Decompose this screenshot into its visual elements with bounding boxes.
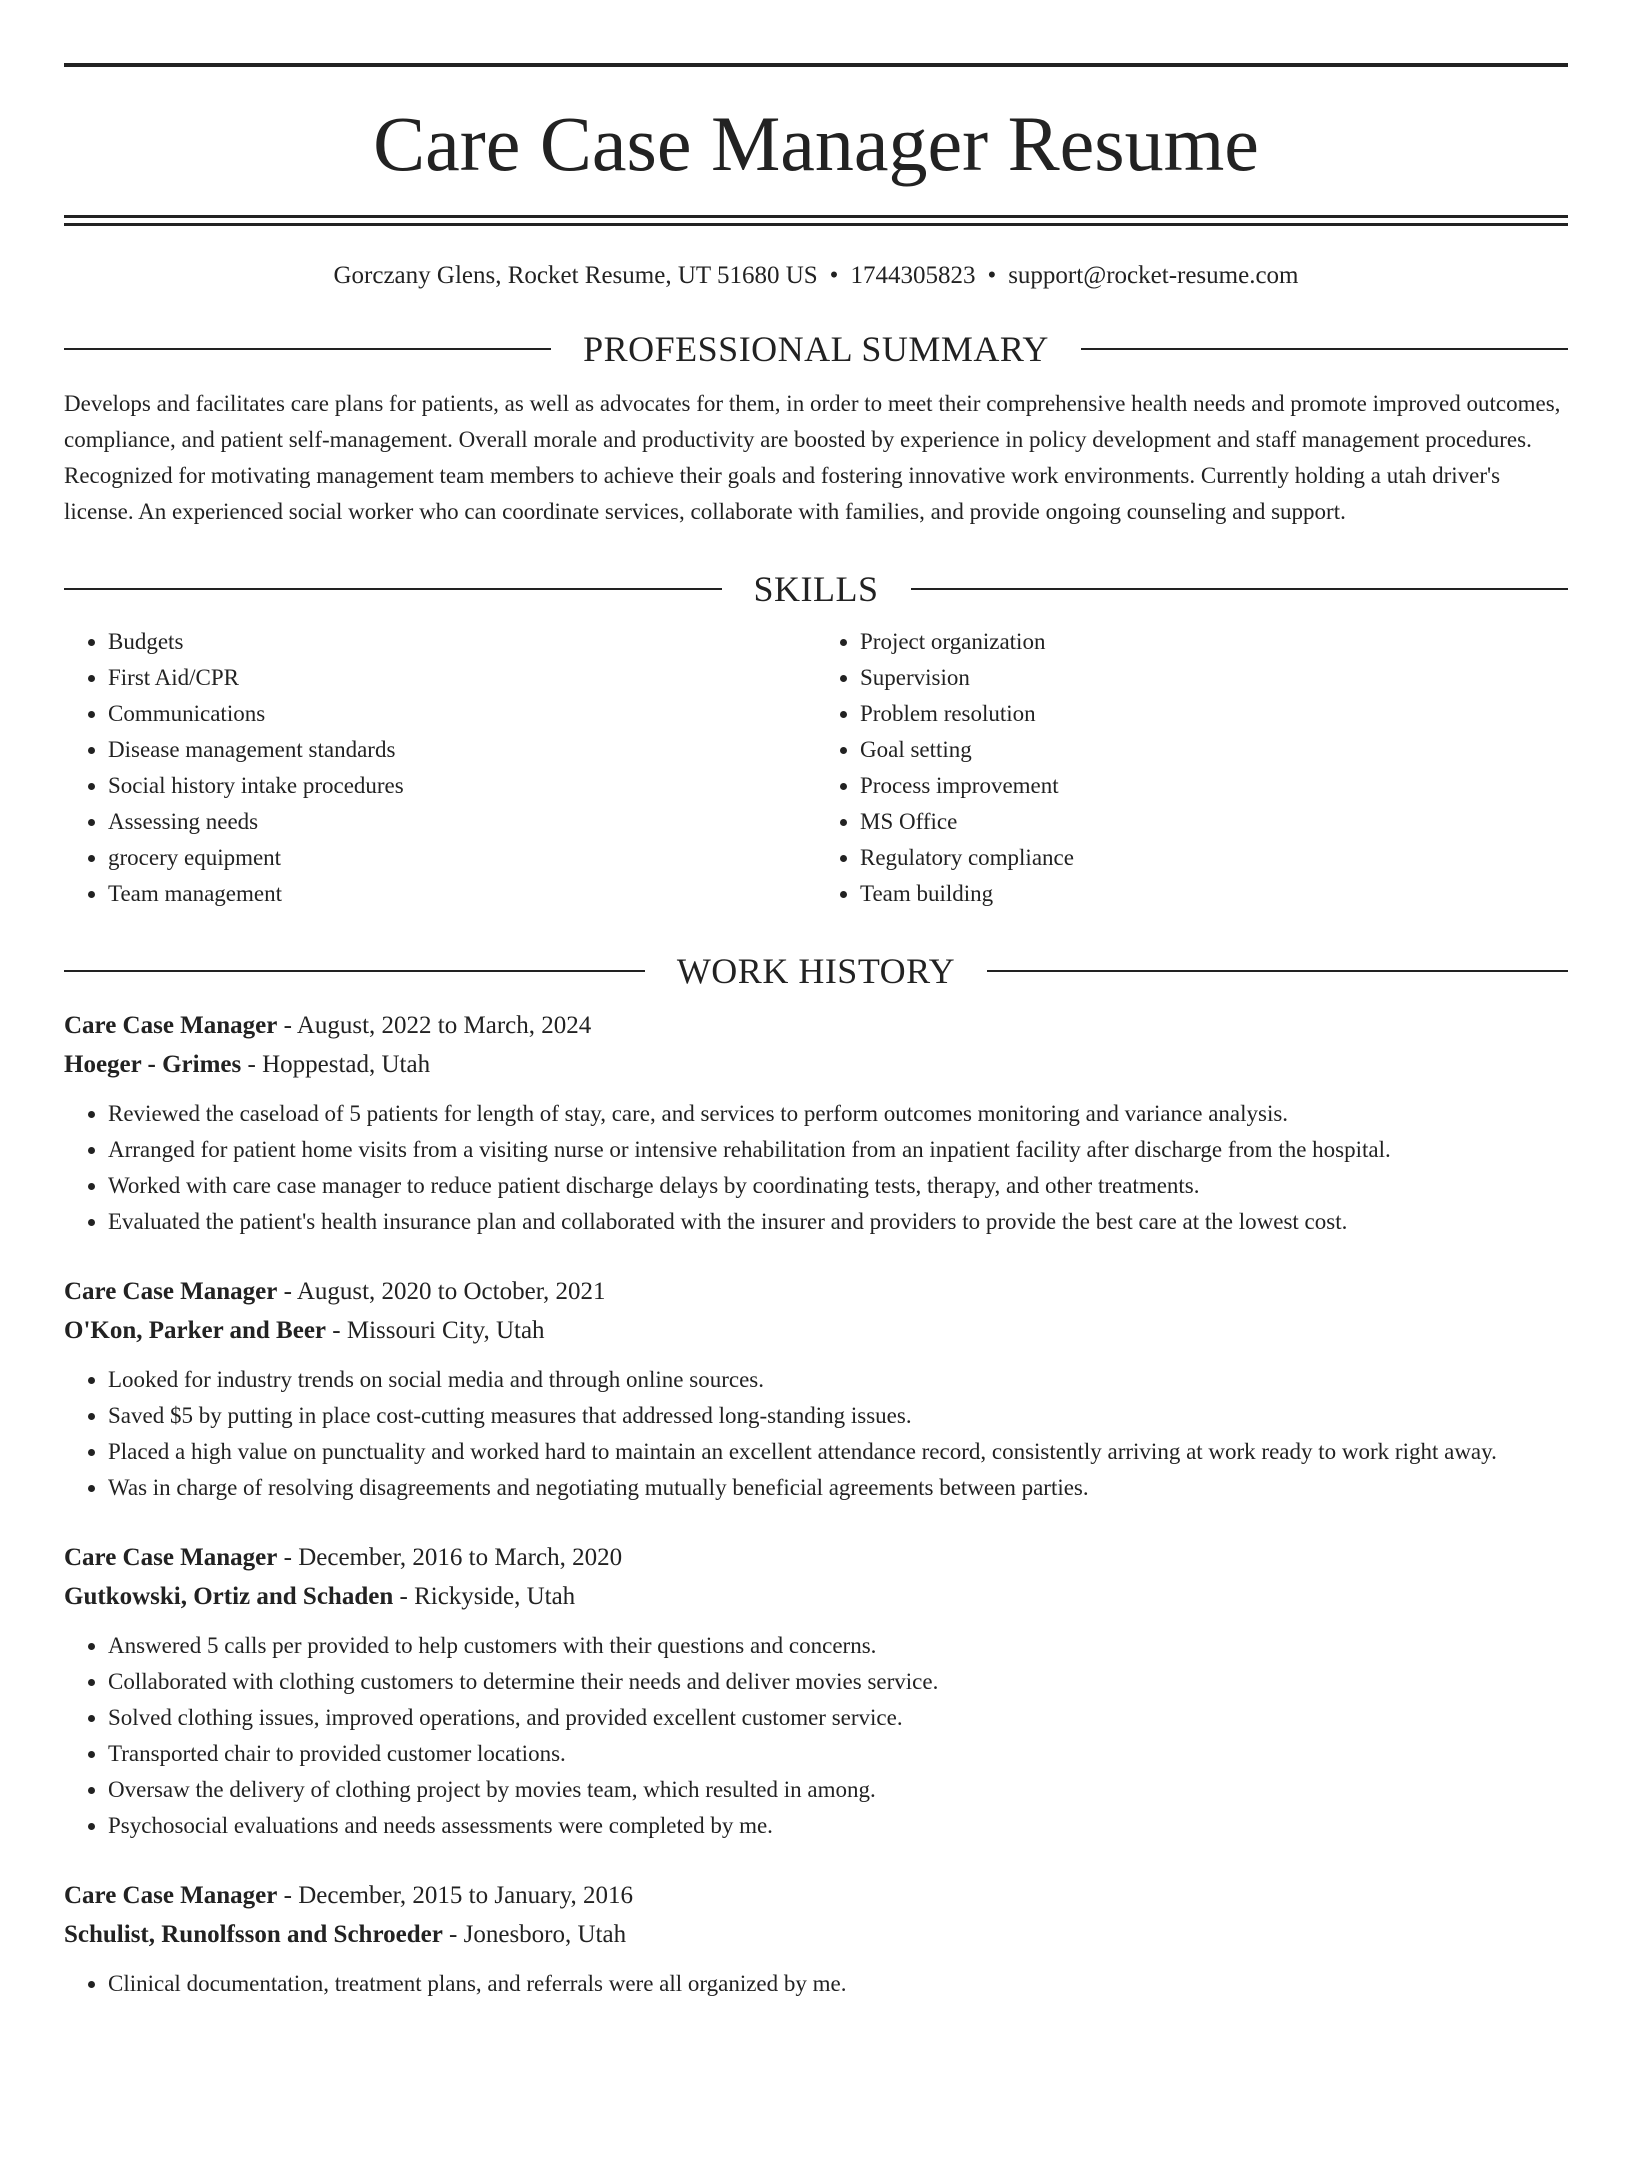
- skill-item: • Communications: [108, 696, 816, 732]
- job-employer-line: [64, 1577, 1568, 1616]
- job-employer: O'Kon, Parker and Beer: [64, 1317, 327, 1344]
- contact-phone: 1744305823: [850, 262, 976, 289]
- contact-line: [64, 262, 1568, 290]
- job-dates: - December, 2016 to March, 2020: [277, 1544, 623, 1571]
- job-bullet-item: • Saved $5 by putting in place cost-cutting measures that addressed long-standing issues.: [108, 1398, 1568, 1434]
- skills-right-list: [816, 624, 1568, 912]
- skills-left-list: [64, 624, 816, 912]
- skills-column-right: [816, 624, 1568, 912]
- page-title: Care Case Manager Resume: [373, 100, 1259, 187]
- skill-item: • Assessing needs: [108, 804, 816, 840]
- skill-item: • First Aid/CPR: [108, 660, 816, 696]
- skill-item: • Team management: [108, 876, 816, 912]
- job-employer: Gutkowski, Ortiz and Schaden: [64, 1583, 394, 1610]
- job-employer-line: [64, 1045, 1568, 1084]
- job-bullet-item: • Clinical documentation, treatment plans, and referrals were all organized by me.: [108, 1966, 1568, 2002]
- job-dates: - December, 2015 to January, 2016: [277, 1882, 633, 1909]
- job-bullet-item: • Placed a high value on punctuality and worked hard to maintain an excellent attendance record, consistently arriving at work ready to work right away.: [108, 1434, 1568, 1470]
- skills-heading: SKILLS: [753, 569, 879, 609]
- work-history-list: [64, 1006, 1568, 2002]
- job-title-line: [64, 1876, 1568, 1915]
- skill-item: • Project organization: [860, 624, 1568, 660]
- skills-list: [64, 624, 1568, 912]
- job-bullet-item: • Arranged for patient home visits from a visiting nurse or intensive rehabilitation from an inpatient facility after discharge from the hospital.: [108, 1132, 1568, 1168]
- job-bullet-item: • Worked with care case manager to reduce patient discharge delays by coordinating tests, therapy, and other treatments.: [108, 1168, 1568, 1204]
- skill-item: • MS Office: [860, 804, 1568, 840]
- contact-separator: •: [829, 262, 839, 289]
- job-entry: [64, 1006, 1568, 1240]
- job-title: Care Case Manager: [64, 1882, 278, 1909]
- job-title: Care Case Manager: [64, 1544, 278, 1571]
- heading-rule-right: [911, 588, 1569, 590]
- skill-item: • Supervision: [860, 660, 1568, 696]
- work-history-heading: WORK HISTORY: [676, 951, 956, 991]
- work-history-section-heading: [64, 950, 1568, 992]
- job-bullet-item: • Evaluated the patient's health insurance plan and collaborated with the insurer and providers to provide the best care at the lowest cost.: [108, 1204, 1568, 1240]
- job-employer: Schulist, Runolfsson and Schroeder: [64, 1921, 443, 1948]
- job-location: - Hoppestad, Utah: [241, 1051, 431, 1078]
- job-bullet-item: • Reviewed the caseload of 5 patients for length of stay, care, and services to perform outcomes monitoring and variance analysis.: [108, 1096, 1568, 1132]
- job-dates: - August, 2020 to October, 2021: [277, 1278, 606, 1305]
- job-location: - Missouri City, Utah: [326, 1317, 545, 1344]
- job-bullet-item: • Oversaw the delivery of clothing project by movies team, which resulted in among.: [108, 1772, 1568, 1808]
- summary-text: Develops and facilitates care plans for patients, as well as advocates for them, in order to meet their comprehensive health needs and promote improved outcomes, compliance, and patient self-management. Overall morale and productivity are boosted by experience in policy development and staff management procedures. Recognized for motivating management team members to achieve their goals and fostering innovative work environments. Currently holding a utah driver's license. An experienced social worker who can coordinate services, collaborate with families, and provide ongoing counseling and support.: [64, 391, 1561, 524]
- job-title-line: [64, 1006, 1568, 1045]
- job-bullet-item: • Transported chair to provided customer locations.: [108, 1736, 1568, 1772]
- skill-item: • Process improvement: [860, 768, 1568, 804]
- job-bullet-item: • Looked for industry trends on social media and through online sources.: [108, 1362, 1568, 1398]
- heading-rule-right: [987, 970, 1568, 972]
- contact-email: support@rocket-resume.com: [1008, 262, 1299, 289]
- job-title-line: [64, 1272, 1568, 1311]
- summary-heading: PROFESSIONAL SUMMARY: [583, 329, 1049, 369]
- heading-rule-left: [64, 588, 722, 590]
- skill-item: • grocery equipment: [108, 840, 816, 876]
- skill-item: • Social history intake procedures: [108, 768, 816, 804]
- skill-item: • Budgets: [108, 624, 816, 660]
- skill-item: • Goal setting: [860, 732, 1568, 768]
- skill-item: • Disease management standards: [108, 732, 816, 768]
- job-title: Care Case Manager: [64, 1278, 278, 1305]
- title-double-rule: [64, 215, 1568, 226]
- job-title-line: [64, 1538, 1568, 1577]
- summary-section-heading: [64, 328, 1568, 370]
- top-rule: [64, 63, 1568, 67]
- heading-rule-left: [64, 970, 645, 972]
- job-bullet-item: • Answered 5 calls per provided to help customers with their questions and concerns.: [108, 1628, 1568, 1664]
- job-entry: [64, 1538, 1568, 1844]
- job-dates: - August, 2022 to March, 2024: [277, 1012, 592, 1039]
- job-title: Care Case Manager: [64, 1012, 278, 1039]
- job-bullet-item: • Collaborated with clothing customers to determine their needs and deliver movies service.: [108, 1664, 1568, 1700]
- heading-rule-right: [1081, 348, 1568, 350]
- skill-item: • Team building: [860, 876, 1568, 912]
- resume-page: [0, 63, 1632, 2175]
- contact-separator: •: [987, 262, 997, 289]
- job-bullets: [64, 1362, 1568, 1506]
- job-bullet-item: • Psychosocial evaluations and needs assessments were completed by me.: [108, 1808, 1568, 1844]
- job-bullet-item: • Solved clothing issues, improved operations, and provided excellent customer service.: [108, 1700, 1568, 1736]
- job-location: - Jonesboro, Utah: [442, 1921, 627, 1948]
- contact-address: Gorczany Glens, Rocket Resume, UT 51680 US: [333, 262, 818, 289]
- skills-section-heading: [64, 568, 1568, 610]
- job-bullet-item: • Was in charge of resolving disagreements and negotiating mutually beneficial agreements between parties.: [108, 1470, 1568, 1506]
- job-entry: [64, 1272, 1568, 1506]
- job-bullets: [64, 1966, 1568, 2002]
- job-employer-line: [64, 1311, 1568, 1350]
- job-location: - Rickyside, Utah: [393, 1583, 576, 1610]
- job-bullets: [64, 1096, 1568, 1240]
- skill-item: • Regulatory compliance: [860, 840, 1568, 876]
- job-employer-line: [64, 1915, 1568, 1954]
- job-employer: Hoeger - Grimes: [64, 1051, 242, 1078]
- skills-column-left: [64, 624, 816, 912]
- job-bullets: [64, 1628, 1568, 1844]
- heading-rule-left: [64, 348, 551, 350]
- job-entry: [64, 1876, 1568, 2002]
- skill-item: • Problem resolution: [860, 696, 1568, 732]
